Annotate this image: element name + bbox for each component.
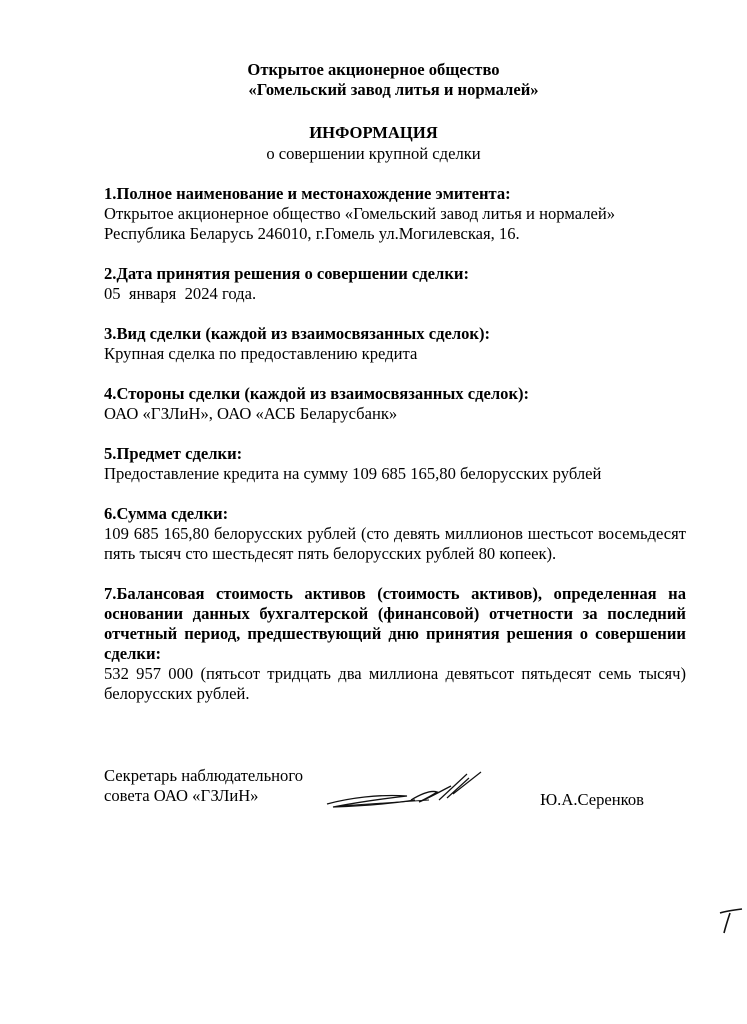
section-issuer (104, 184, 686, 244)
section-text: 109 685 165,80 белорусских рублей (сто девять миллионов шестьсот восемьдесят пять тысяч сто шестьдесят пять белорусских рублей 80 копеек). (104, 524, 686, 563)
section-text: Республика Беларусь 246010, г.Гомель ул.Могилевская, 16. (104, 224, 520, 243)
section-parties (104, 384, 686, 424)
section-title: 7.Балансовая стоимость активов (стоимость активов), определенная на основании данных бухгалтерской (финансовой) отчетности за последний отчетный период, предшествующий дню принятия решения о совершении сделки: (104, 584, 686, 663)
section-title: 6.Сумма сделки: (104, 504, 229, 523)
document-subtitle: о совершении крупной сделки (266, 144, 481, 163)
section-subject (104, 444, 686, 484)
section-title: 2.Дата принятия решения о совершении сделки: (104, 264, 470, 283)
section-decision-date (104, 264, 686, 304)
handwritten-signature-icon (319, 760, 489, 816)
document-title: ИНФОРМАЦИЯ (309, 123, 438, 142)
header-line-2: «Гомельский завод литья и нормалей» (248, 80, 539, 99)
section-deal-type (104, 324, 686, 364)
section-asset-value (104, 584, 686, 704)
signature-block (104, 766, 686, 810)
document-body (104, 184, 686, 724)
section-text: ОАО «ГЗЛиН», ОАО «АСБ Беларусбанк» (104, 404, 398, 423)
signatory-name: Ю.А.Серенков (540, 790, 644, 809)
section-text: Предоставление кредита на сумму 109 685 165,80 белорусских рублей (104, 464, 602, 483)
section-text: Крупная сделка по предоставлению кредита (104, 344, 418, 363)
section-title: 5.Предмет сделки: (104, 444, 243, 463)
section-title: 1.Полное наименование и местонахождение эмитента: (104, 184, 511, 203)
position-line-2: совета ОАО «ГЗЛиН» (104, 786, 259, 805)
section-title: 3.Вид сделки (каждой из взаимосвязанных сделок): (104, 324, 491, 343)
section-text: 05 января 2024 года. (104, 284, 257, 303)
company-header (0, 60, 747, 100)
section-text: 532 957 000 (пятьсот тридцать два миллиона девятьсот пятьдесят семь тысяч) белорусских рублей. (104, 664, 686, 703)
header-line-1: Открытое акционерное общество (247, 60, 500, 79)
section-amount (104, 504, 686, 564)
section-text: Открытое акционерное общество «Гомельский завод литья и нормалей» (104, 204, 616, 223)
section-title: 4.Стороны сделки (каждой из взаимосвязанных сделок): (104, 384, 530, 403)
position-line-1: Секретарь наблюдательного (104, 766, 304, 785)
pen-mark-icon (716, 905, 744, 935)
